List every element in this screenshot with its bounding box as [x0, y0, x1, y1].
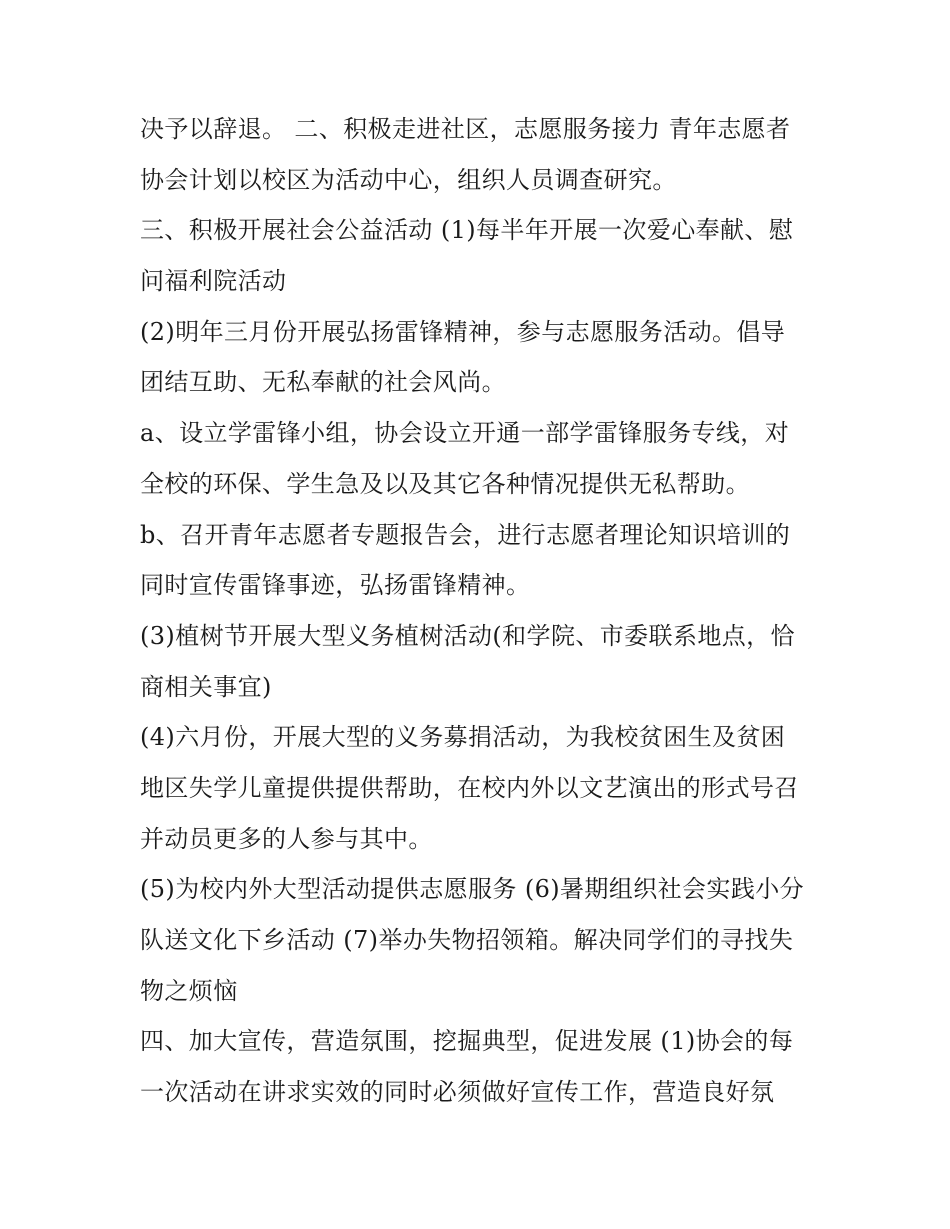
- document-body: [140, 104, 812, 1118]
- text-line: 并动员更多的人参与其中。: [140, 824, 433, 853]
- text-line: 商相关事宜): [140, 672, 272, 701]
- text-line: 物之烦恼: [140, 976, 238, 1005]
- text-line: 三、积极开展社会公益活动 (1)每半年开展一次爱心奉献、慰: [140, 216, 794, 245]
- text-line: 四、加大宣传，营造氛围，挖掘典型，促进发展 (1)协会的每: [140, 1027, 794, 1056]
- text-line: (4)六月份，开展大型的义务募捐活动，为我校贫困生及贫困: [140, 723, 786, 752]
- text-line: (3)植树节开展大型义务植树活动(和学院、市委联系地点，恰: [140, 621, 795, 650]
- text-line: 地区失学儿童提供提供帮助，在校内外以文艺演出的形式号召: [140, 773, 799, 802]
- text-line: b、召开青年志愿者专题报告会，进行志愿者理论知识培训的: [140, 520, 791, 549]
- text-line: (5)为校内外大型活动提供志愿服务 (6)暑期组织社会实践小分: [140, 875, 805, 904]
- text-line: 一次活动在讲求实效的同时必须做好宣传工作，营造良好氛: [140, 1078, 775, 1107]
- text-line: 队送文化下乡活动 (7)举办失物招领箱。解决同学们的寻找失: [140, 926, 794, 954]
- text-line: 问福利院活动: [140, 267, 287, 296]
- text-line: 全校的环保、学生急及以及其它各种情况提供无私帮助。: [140, 469, 750, 498]
- text-line: 团结互助、无私奉献的社会风尚。: [140, 368, 506, 397]
- text-line: 同时宣传雷锋事迹，弘扬雷锋精神。: [140, 571, 531, 600]
- text-line: a、设立学雷锋小组，协会设立开通一部学雷锋服务专线，对: [140, 419, 790, 448]
- text-line: 协会计划以校区为活动中心，组织人员调查研究。: [140, 165, 677, 194]
- text-line: (2)明年三月份开展弘扬雷锋精神，参与志愿服务活动。倡导: [140, 317, 786, 346]
- text-line: 决予以辞退。 二、积极走进社区，志愿服务接力 青年志愿者: [140, 115, 791, 143]
